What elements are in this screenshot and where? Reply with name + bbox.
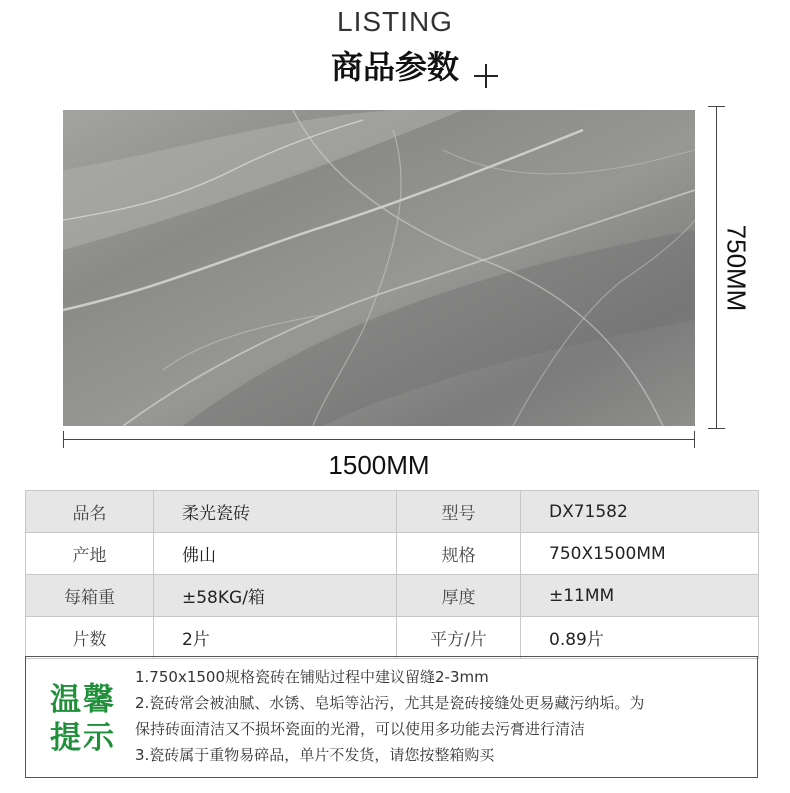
tips-line: 1.750x1500规格瓷砖在铺贴过程中建议留缝2-3mm — [135, 668, 489, 686]
spec-key: 品名 — [26, 491, 154, 533]
spec-value: DX71582 — [521, 491, 759, 533]
spec-key: 片数 — [26, 617, 154, 659]
spec-value: ±58KG/箱 — [154, 575, 397, 617]
spec-value: ±11MM — [521, 575, 759, 617]
width-dimension-line — [63, 439, 695, 440]
tips-title — [50, 681, 122, 757]
tips-line: 2.瓷砖常会被油腻、水锈、皂垢等沾污，尤其是瓷砖接缝处更易藏污纳垢。为 — [135, 694, 645, 712]
height-dimension-cap-bottom — [708, 428, 725, 429]
spec-value: 750X1500MM — [521, 533, 759, 575]
plus-icon — [474, 64, 498, 88]
tips-line: 3.瓷砖属于重物易碎品，单片不发货，请您按整箱购买 — [135, 746, 495, 764]
height-dimension-line — [716, 106, 717, 428]
spec-key: 每箱重 — [26, 575, 154, 617]
header-title-zh: 商品参数 — [330, 48, 459, 86]
spec-key: 产地 — [26, 533, 154, 575]
width-dimension-label: 1500MM — [328, 450, 430, 480]
height-dimension-cap-top — [708, 106, 725, 107]
tips-line: 保持砖面清洁又不损坏瓷面的光滑，可以使用多功能去污膏进行清洁 — [135, 720, 586, 738]
spec-key: 型号 — [397, 491, 521, 533]
tips-lines — [135, 664, 755, 768]
spec-key: 规格 — [397, 533, 521, 575]
spec-row — [26, 575, 759, 617]
tips-box — [25, 656, 758, 778]
tips-title-line: 提示 — [50, 720, 116, 756]
height-dimension-label: 750MM — [721, 224, 752, 312]
spec-value: 2片 — [154, 617, 397, 659]
spec-row — [26, 491, 759, 533]
header-title-en: LISTING — [337, 6, 453, 37]
spec-row — [26, 617, 759, 659]
width-dimension-cap-right — [694, 431, 695, 448]
spec-value: 0.89片 — [521, 617, 759, 659]
marble-tile-image — [63, 110, 695, 426]
tips-title-line: 温馨 — [50, 682, 116, 718]
spec-key: 厚度 — [397, 575, 521, 617]
spec-value: 佛山 — [154, 533, 397, 575]
spec-key: 平方/片 — [397, 617, 521, 659]
spec-row — [26, 533, 759, 575]
spec-value: 柔光瓷砖 — [154, 491, 397, 533]
spec-table — [25, 490, 759, 659]
width-dimension-cap-left — [63, 431, 64, 448]
